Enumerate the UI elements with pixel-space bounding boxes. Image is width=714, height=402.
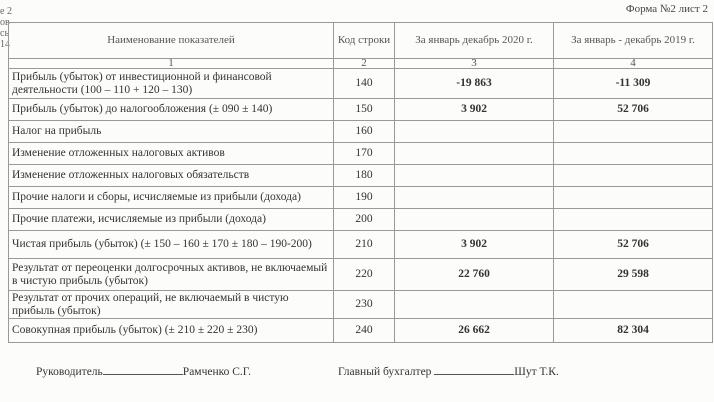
value-2019: 52 706 (554, 231, 713, 259)
accountant-title: Главный бухгалтер (338, 366, 432, 378)
row-code: 150 (334, 99, 395, 121)
row-code: 240 (334, 319, 395, 343)
row-code: 210 (334, 231, 395, 259)
value-2019: -11 309 (554, 69, 713, 99)
col-number: 3 (395, 59, 554, 69)
accountant-signature (338, 364, 559, 378)
value-2020: 3 902 (395, 231, 554, 259)
table-row (9, 143, 713, 165)
value-2020 (395, 143, 554, 165)
header-code: Код строки (334, 23, 395, 59)
row-name: Налог на прибыль (9, 121, 334, 143)
value-2020: 26 662 (395, 319, 554, 343)
header-name: Наименование показателей (9, 23, 334, 59)
value-2020: 3 902 (395, 99, 554, 121)
value-2020 (395, 187, 554, 209)
table-row (9, 187, 713, 209)
table-row (9, 209, 713, 231)
header-2019: За январь - декабрь 2019 г. (554, 23, 713, 59)
row-code: 220 (334, 259, 395, 291)
margin-text: ов (0, 17, 10, 28)
row-name: Совокупная прибыль (убыток) (± 210 ± 220 ± 230) (9, 319, 334, 343)
director-signature (36, 364, 251, 378)
table-row (9, 99, 713, 121)
row-name: Изменение отложенных налоговых активов (9, 143, 334, 165)
value-2020 (395, 121, 554, 143)
value-2019 (554, 143, 713, 165)
director-title: Руководитель (36, 366, 103, 378)
table-row (9, 259, 713, 291)
value-2020 (395, 165, 554, 187)
row-name: Прибыль (убыток) до налогообложения (± 090 ± 140) (9, 99, 334, 121)
row-name: Прочие платежи, исчисляемые из прибыли (дохода) (9, 209, 334, 231)
header-2020: За январь декабрь 2020 г. (395, 23, 554, 59)
row-code: 180 (334, 165, 395, 187)
margin-text: е 2 (0, 6, 12, 17)
margin-text: 14 (0, 39, 10, 50)
signature-line (103, 364, 183, 375)
value-2019 (554, 187, 713, 209)
row-name: Прибыль (убыток) от инвестиционной и финансовой деятельности (100 – 110 + 120 – 130) (9, 69, 334, 99)
row-code: 200 (334, 209, 395, 231)
col-number: 2 (334, 59, 395, 69)
value-2020 (395, 291, 554, 319)
form-label: Форма №2 лист 2 (625, 3, 708, 15)
value-2020 (395, 209, 554, 231)
row-code: 230 (334, 291, 395, 319)
director-name: Рамченко С.Г. (182, 366, 252, 378)
row-name: Результат от прочих операций, не включаемый в чистую прибыль (убыток) (9, 291, 334, 319)
value-2019 (554, 165, 713, 187)
value-2019 (554, 291, 713, 319)
row-name: Изменение отложенных налоговых обязательств (9, 165, 334, 187)
row-name: Прочие налоги и сборы, исчисляемые из прибыли (дохода) (9, 187, 334, 209)
value-2019: 82 304 (554, 319, 713, 343)
col-number: 1 (9, 59, 334, 69)
value-2020: 22 760 (395, 259, 554, 291)
row-name: Чистая прибыль (убыток) (± 150 – 160 ± 170 ± 180 – 190-200) (9, 231, 334, 259)
value-2020: -19 863 (395, 69, 554, 99)
signature-line (434, 364, 514, 375)
table-row (9, 121, 713, 143)
table-row (9, 69, 713, 99)
accountant-name: Шут Т.К. (514, 366, 559, 378)
table-row (9, 231, 713, 259)
value-2019: 29 598 (554, 259, 713, 291)
table-row (9, 319, 713, 343)
table-row (9, 291, 713, 319)
income-table (8, 22, 713, 343)
value-2019 (554, 209, 713, 231)
row-name: Результат от переоценки долгосрочных активов, не включаемый в чистую прибыль (убыток) (9, 259, 334, 291)
margin-text: сь (0, 28, 9, 39)
col-number: 4 (554, 59, 713, 69)
row-code: 170 (334, 143, 395, 165)
value-2019: 52 706 (554, 99, 713, 121)
row-code: 140 (334, 69, 395, 99)
row-code: 160 (334, 121, 395, 143)
table-row (9, 165, 713, 187)
row-code: 190 (334, 187, 395, 209)
value-2019 (554, 121, 713, 143)
